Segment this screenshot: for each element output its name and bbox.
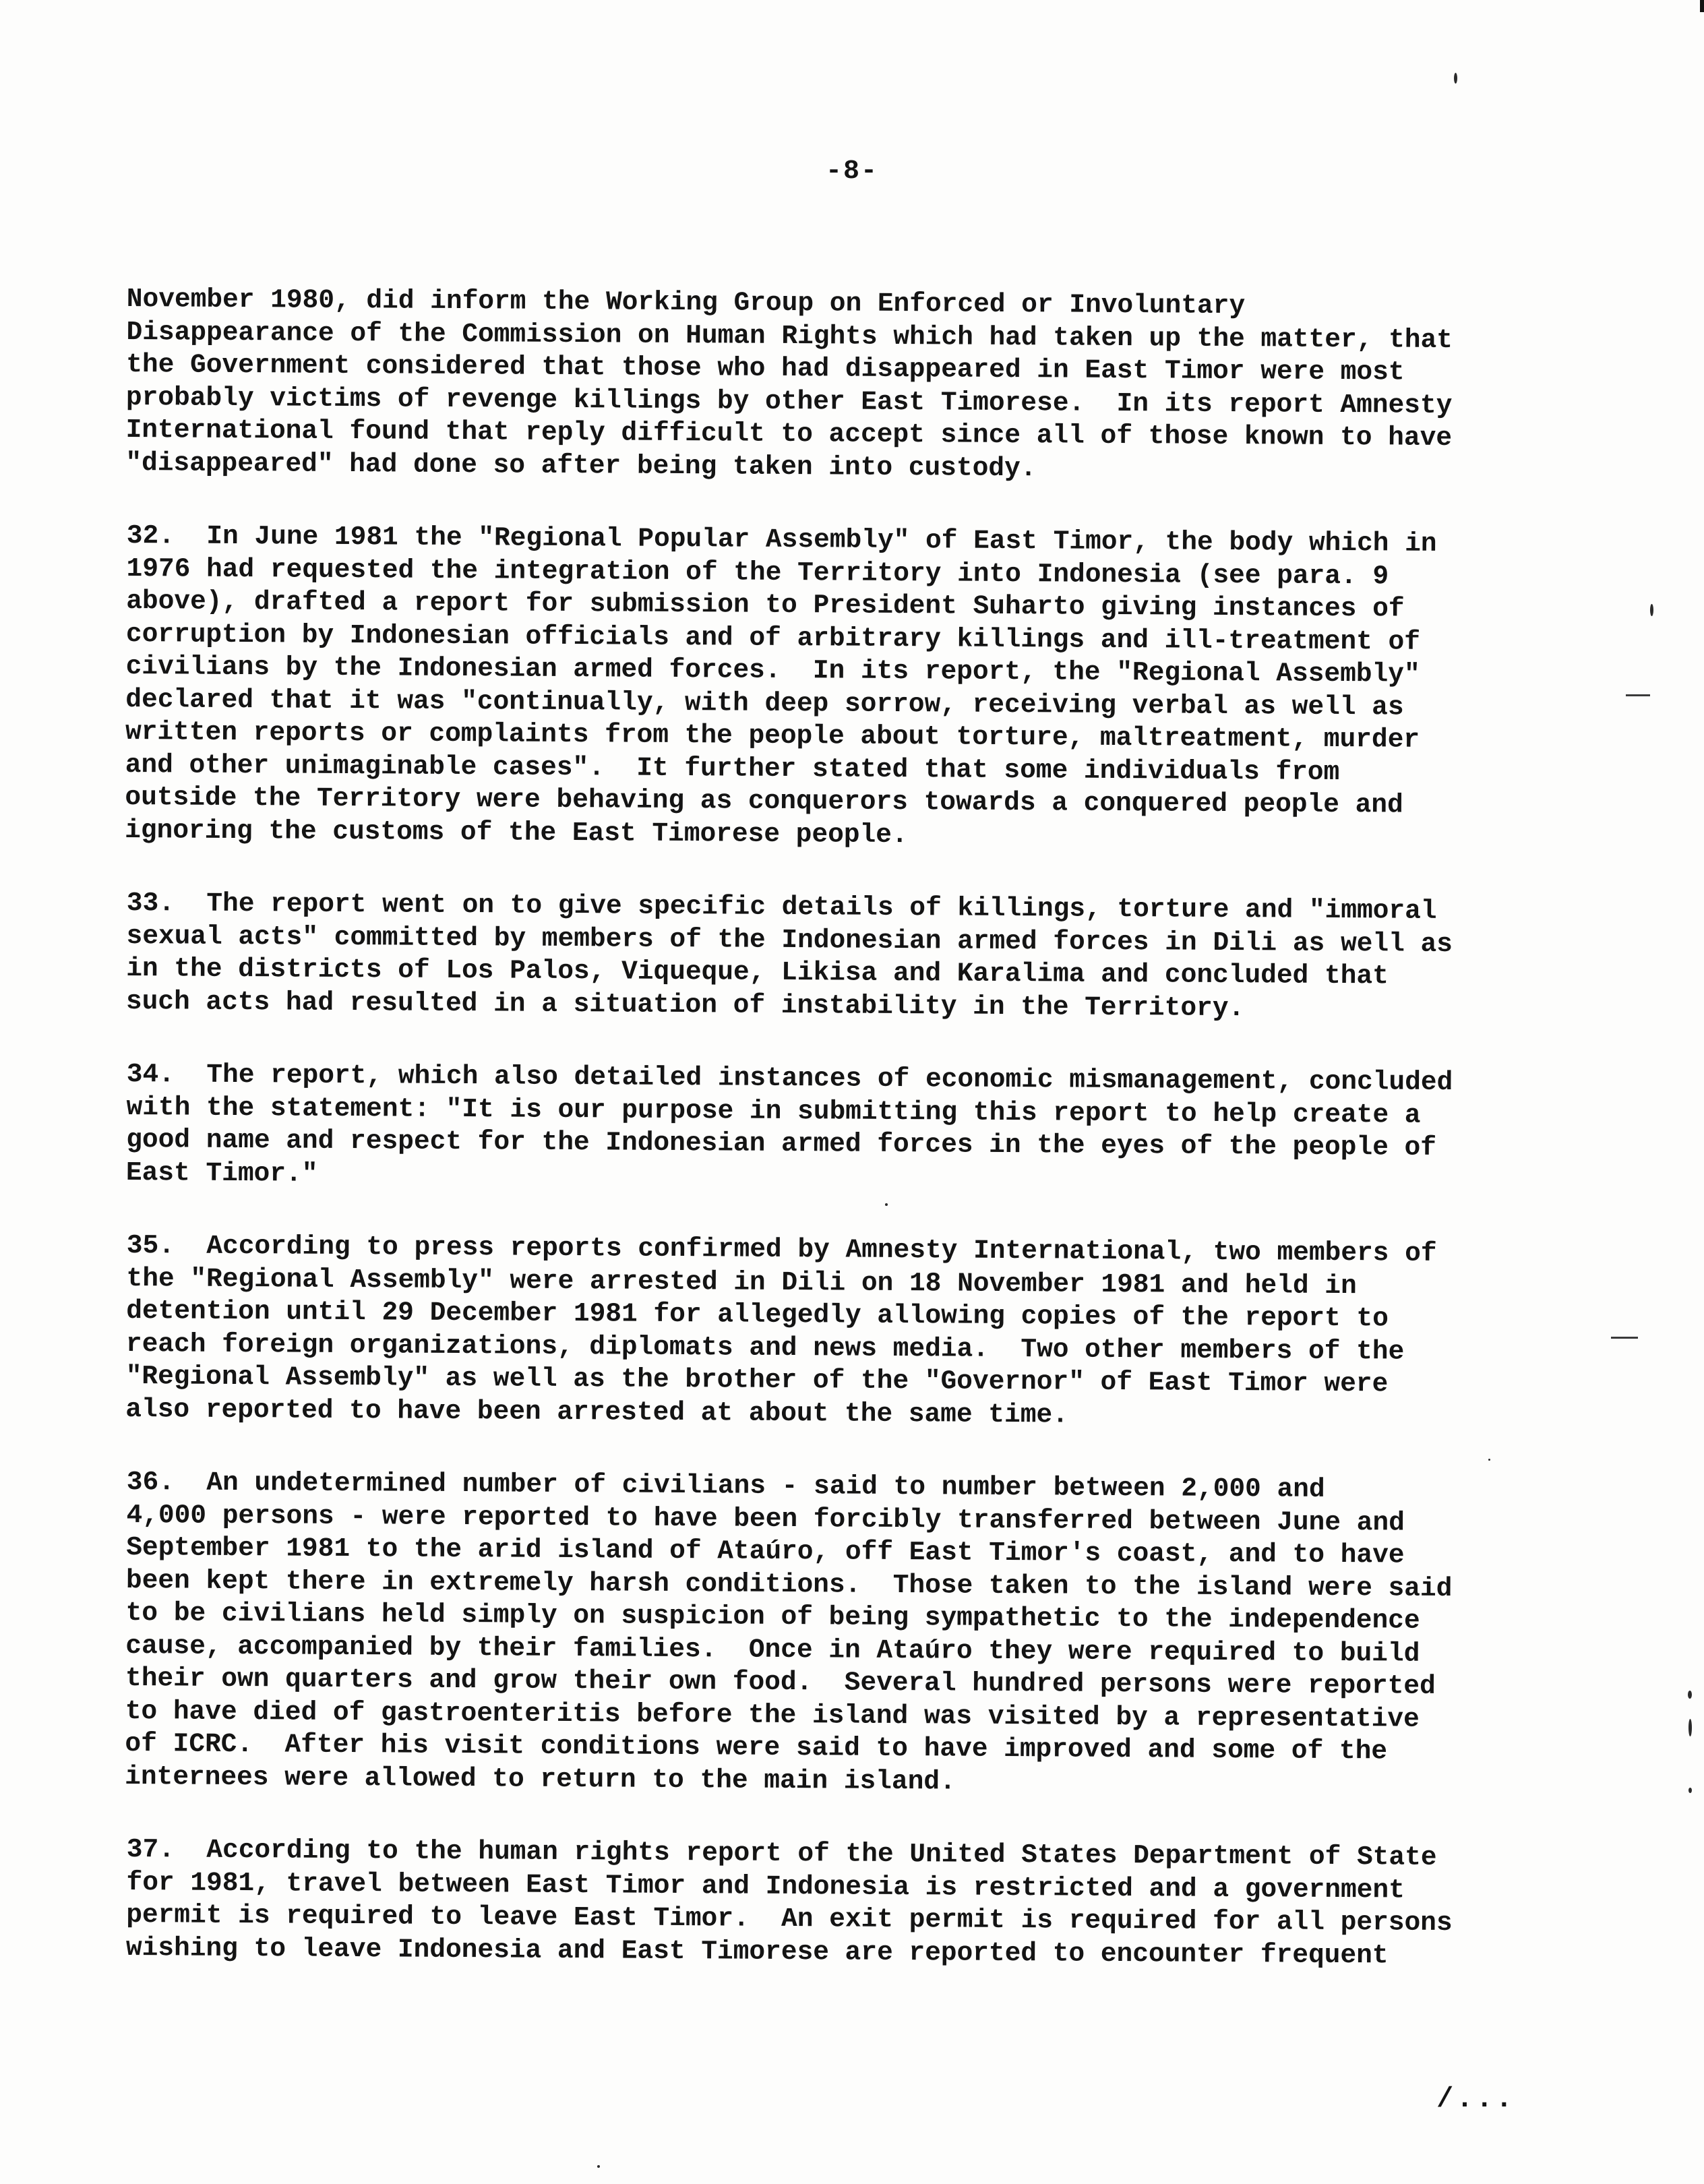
text-line: for 1981, travel between East Timor and Indonesia is restricted and a government bbox=[126, 1867, 1405, 1906]
text-line: 34. The report, which also detailed instances of economic mismanagement, concluded bbox=[126, 1059, 1453, 1098]
text-line: sexual acts" committed by members of the Indonesian armed forces in Dili as well as bbox=[126, 920, 1453, 959]
text-line: "Regional Assembly" as well as the brother of the "Governor" of East Timor were bbox=[125, 1360, 1389, 1399]
scan-speck bbox=[597, 2165, 600, 2168]
scan-speck bbox=[1688, 1788, 1692, 1793]
paragraph bbox=[125, 1230, 1556, 1434]
scan-speck bbox=[1488, 1459, 1490, 1461]
text-line: International found that reply difficult to accept since all of those known to have bbox=[125, 414, 1453, 454]
text-line: corruption by Indonesian officials and of arbitrary killings and ill-treatment of bbox=[125, 618, 1421, 657]
text-line: also reported to have been arrested at about the same time. bbox=[125, 1393, 1069, 1430]
text-line: "disappeared" had done so after being taken into custody. bbox=[125, 447, 1037, 483]
scan-speck bbox=[1650, 604, 1653, 616]
text-line: detention until 29 December 1981 for allegedly allowing copies of the report to bbox=[126, 1295, 1389, 1334]
text-line: Disappearance of the Commission on Human Rights which had taken up the matter, that bbox=[126, 316, 1453, 355]
paragraph bbox=[126, 1058, 1556, 1198]
paragraph bbox=[125, 283, 1556, 488]
text-line: to be civilians held simply on suspicion of being sympathetic to the independence bbox=[125, 1597, 1420, 1636]
text-line: cause, accompanied by their families. Once in Ataúro they were required to build bbox=[125, 1630, 1420, 1669]
text-line: written reports or complaints from the people about torture, maltreatment, murder bbox=[125, 716, 1420, 755]
text-line: East Timor." bbox=[125, 1157, 318, 1189]
text-line: the Government considered that those who had disappeared in East Timor were most bbox=[126, 348, 1405, 388]
text-line: 4,000 persons - were reported to have been forcibly transferred between June and bbox=[126, 1499, 1405, 1538]
text-line: November 1980, did inform the Working Group on Enforced or Involuntary bbox=[126, 283, 1246, 322]
scan-speck bbox=[885, 1203, 888, 1206]
text-line: internees were allowed to return to the main island. bbox=[125, 1761, 956, 1797]
text-line: 33. The report went on to give specific details of killings, torture and "immoral bbox=[126, 888, 1437, 926]
text-line: 37. According to the human rights report of the United States Department of State bbox=[126, 1834, 1437, 1873]
text-line: September 1981 to the arid island of Ataúro, off East Timor's coast, and to have bbox=[126, 1531, 1405, 1571]
text-line: permit is required to leave East Timor. An exit permit is required for all persons bbox=[126, 1899, 1453, 1939]
text-line: the "Regional Assembly" were arrested in Dili on 18 November 1981 and held in bbox=[126, 1263, 1357, 1301]
text-line: 36. An undetermined number of civilians - said to number between 2,000 and bbox=[126, 1467, 1325, 1505]
paragraph bbox=[126, 1833, 1556, 1973]
scan-speck bbox=[1688, 1719, 1692, 1736]
text-line: wishing to leave Indonesia and East Timorese are reported to encounter frequent bbox=[125, 1932, 1389, 1970]
page-number: -8- bbox=[825, 156, 878, 187]
text-line: their own quarters and grow their own food. Several hundred persons were reported bbox=[125, 1662, 1436, 1701]
scan-dash bbox=[1611, 1337, 1638, 1339]
scan-edge-mark bbox=[1700, 0, 1704, 12]
text-line: with the statement: "It is our purpose in submitting this report to help create a bbox=[126, 1091, 1421, 1130]
text-line: outside the Territory were behaving as conquerors towards a conquered people and bbox=[125, 781, 1403, 820]
text-line: good name and respect for the Indonesian armed forces in the eyes of the people of bbox=[126, 1124, 1437, 1163]
text-line: 1976 had requested the integration of the Territory into Indonesia (see para. 9 bbox=[126, 553, 1389, 591]
text-line: been kept there in extremely harsh conditions. Those taken to the island were said bbox=[125, 1565, 1453, 1604]
paragraph bbox=[125, 520, 1556, 855]
text-line: probably victims of revenge killings by other East Timorese. In its report Amnesty bbox=[125, 382, 1453, 421]
text-line: civilians by the Indonesian armed forces. In its report, the "Regional Assembly" bbox=[125, 650, 1420, 690]
text-line: to have died of gastroenteritis before the island was visited by a representative bbox=[125, 1695, 1420, 1734]
text-line: such acts had resulted in a situation of instability in the Territory. bbox=[125, 985, 1245, 1023]
scan-speck bbox=[1688, 1691, 1692, 1699]
paragraph bbox=[125, 1466, 1556, 1802]
text-line: and other unimaginable cases". It further stated that some individuals from bbox=[125, 749, 1340, 787]
document-body bbox=[127, 283, 1556, 2005]
text-line: 32. In June 1981 the "Regional Popular Assembly" of East Timor, the body which in bbox=[126, 520, 1437, 559]
text-line: in the districts of Los Palos, Viqueque, Likisa and Karalima and concluded that bbox=[126, 952, 1389, 992]
text-line: of ICRC. After his visit conditions were said to have improved and some of the bbox=[125, 1728, 1388, 1767]
text-line: ignoring the customs of the East Timorese people. bbox=[125, 814, 908, 850]
text-line: declared that it was "continually, with deep sorrow, receiving verbal as well as bbox=[125, 684, 1404, 723]
paragraph bbox=[126, 887, 1556, 1027]
continuation-mark: /... bbox=[1436, 2083, 1515, 2115]
scan-dash bbox=[1626, 694, 1650, 696]
scan-speck bbox=[1454, 73, 1457, 84]
text-line: above), drafted a report for submission to President Suharto giving instances of bbox=[126, 585, 1405, 624]
text-line: 35. According to press reports confirmed by Amnesty International, two members of bbox=[126, 1230, 1437, 1269]
text-line: reach foreign organizations, diplomats and news media. Two other members of the bbox=[125, 1328, 1405, 1367]
